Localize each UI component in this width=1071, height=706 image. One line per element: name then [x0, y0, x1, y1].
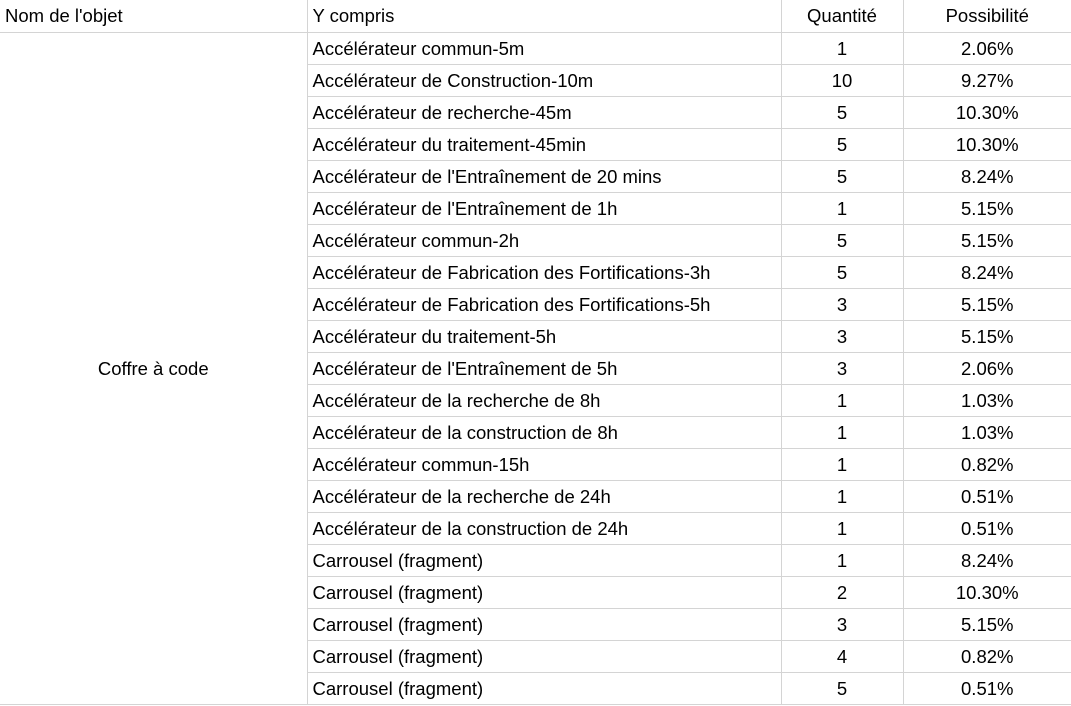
header-included: Y compris	[307, 0, 781, 32]
probability-cell: 5.15%	[903, 192, 1071, 224]
included-item-cell: Accélérateur commun-15h	[307, 448, 781, 480]
included-item-cell: Carrousel (fragment)	[307, 672, 781, 704]
included-item-cell: Accélérateur de l'Entraînement de 5h	[307, 352, 781, 384]
header-row	[0, 0, 1071, 32]
probability-cell: 0.82%	[903, 448, 1071, 480]
probability-cell: 0.82%	[903, 640, 1071, 672]
quantity-cell: 1	[781, 448, 903, 480]
quantity-cell: 3	[781, 320, 903, 352]
quantity-cell: 5	[781, 128, 903, 160]
probability-cell: 1.03%	[903, 384, 1071, 416]
quantity-cell: 5	[781, 256, 903, 288]
included-item-cell: Accélérateur de Fabrication des Fortifications-5h	[307, 288, 781, 320]
included-item-cell: Accélérateur du traitement-45min	[307, 128, 781, 160]
included-item-cell: Accélérateur de l'Entraînement de 20 mins	[307, 160, 781, 192]
probability-cell: 10.30%	[903, 128, 1071, 160]
probability-cell: 5.15%	[903, 608, 1071, 640]
probability-cell: 2.06%	[903, 32, 1071, 64]
included-item-cell: Carrousel (fragment)	[307, 640, 781, 672]
object-name-cell: Coffre à code	[0, 32, 307, 704]
probability-cell: 8.24%	[903, 544, 1071, 576]
header-object-name: Nom de l'objet	[0, 0, 307, 32]
probability-cell: 2.06%	[903, 352, 1071, 384]
probability-cell: 10.30%	[903, 96, 1071, 128]
included-item-cell: Accélérateur du traitement-5h	[307, 320, 781, 352]
probability-cell: 0.51%	[903, 480, 1071, 512]
probability-cell: 5.15%	[903, 224, 1071, 256]
quantity-cell: 1	[781, 192, 903, 224]
quantity-cell: 1	[781, 544, 903, 576]
quantity-cell: 4	[781, 640, 903, 672]
probability-cell: 8.24%	[903, 256, 1071, 288]
included-item-cell: Accélérateur de Fabrication des Fortifications-3h	[307, 256, 781, 288]
quantity-cell: 10	[781, 64, 903, 96]
probability-cell: 5.15%	[903, 288, 1071, 320]
table-body	[0, 32, 1071, 704]
quantity-cell: 5	[781, 224, 903, 256]
quantity-cell: 5	[781, 160, 903, 192]
included-item-cell: Carrousel (fragment)	[307, 576, 781, 608]
quantity-cell: 1	[781, 32, 903, 64]
probability-cell: 1.03%	[903, 416, 1071, 448]
included-item-cell: Accélérateur de la construction de 24h	[307, 512, 781, 544]
included-item-cell: Accélérateur de la construction de 8h	[307, 416, 781, 448]
probability-cell: 5.15%	[903, 320, 1071, 352]
included-item-cell: Accélérateur de la recherche de 24h	[307, 480, 781, 512]
included-item-cell: Accélérateur de la recherche de 8h	[307, 384, 781, 416]
probability-cell: 10.30%	[903, 576, 1071, 608]
quantity-cell: 5	[781, 96, 903, 128]
header-probability: Possibilité	[903, 0, 1071, 32]
included-item-cell: Accélérateur de l'Entraînement de 1h	[307, 192, 781, 224]
included-item-cell: Carrousel (fragment)	[307, 544, 781, 576]
probability-cell: 9.27%	[903, 64, 1071, 96]
table-row	[0, 32, 1071, 64]
quantity-cell: 5	[781, 672, 903, 704]
quantity-cell: 1	[781, 384, 903, 416]
included-item-cell: Accélérateur commun-5m	[307, 32, 781, 64]
quantity-cell: 1	[781, 512, 903, 544]
quantity-cell: 1	[781, 480, 903, 512]
quantity-cell: 3	[781, 608, 903, 640]
included-item-cell: Accélérateur de Construction-10m	[307, 64, 781, 96]
quantity-cell: 3	[781, 288, 903, 320]
probability-cell: 8.24%	[903, 160, 1071, 192]
header-quantity: Quantité	[781, 0, 903, 32]
quantity-cell: 3	[781, 352, 903, 384]
included-item-cell: Carrousel (fragment)	[307, 608, 781, 640]
included-item-cell: Accélérateur commun-2h	[307, 224, 781, 256]
included-item-cell: Accélérateur de recherche-45m	[307, 96, 781, 128]
probability-cell: 0.51%	[903, 672, 1071, 704]
probability-cell: 0.51%	[903, 512, 1071, 544]
quantity-cell: 2	[781, 576, 903, 608]
quantity-cell: 1	[781, 416, 903, 448]
